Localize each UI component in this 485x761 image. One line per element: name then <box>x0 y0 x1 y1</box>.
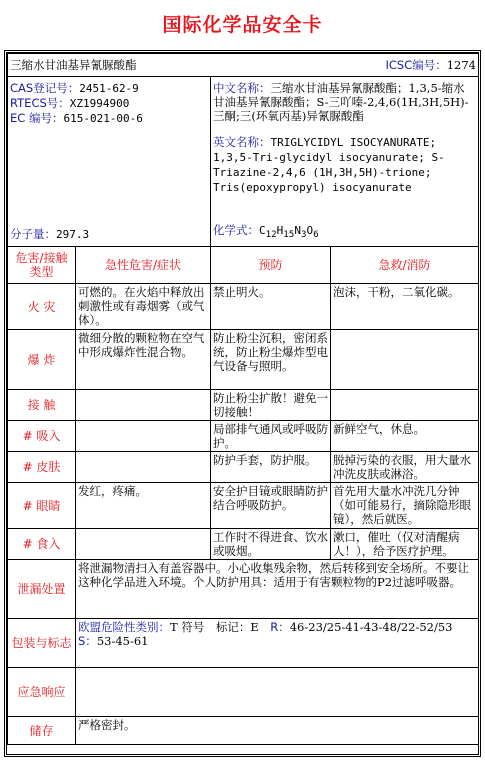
cas-line <box>10 81 208 96</box>
icsc-label: ICSC编号： <box>385 58 447 72</box>
storage-text: 严格密封。 <box>76 717 479 745</box>
storage-label: 储存 <box>8 717 76 745</box>
cn-name-block <box>213 81 476 123</box>
row-label: 爆 炸 <box>8 330 76 390</box>
row-label: # 吸入 <box>8 421 76 452</box>
hazard-row-explosion <box>8 330 479 390</box>
row-acute: 发红，疼痛。 <box>76 483 211 529</box>
cas-value: 2451-62-9 <box>79 82 139 95</box>
formula-o-count: 6 <box>313 229 319 240</box>
formula-c-count: 12 <box>265 229 277 240</box>
formula-n: N <box>294 223 301 237</box>
formula-o: O <box>306 223 314 237</box>
row-prevention: 局部排气通风或呼吸防护。 <box>211 421 331 452</box>
en-name-value: TRIGLYCIDYL ISOCYANURATE; 1,3,5-Tri-glycidyl isocyanurate; S-Triazine-2,4,6 (1H,3H,5H)-trione; Tris(epoxypropyl) isocyanurate <box>213 136 445 194</box>
row-first-aid: 首先用大量水冲洗几分钟（如可能易行，摘除隐形眼镜），然后就医。 <box>331 483 479 529</box>
row-prevention: 安全护目镜或眼睛防护结合呼吸防护。 <box>211 483 331 529</box>
cas-label: CAS登记号： <box>10 81 80 95</box>
hazard-type-header: 危害/接触类型 <box>8 247 76 284</box>
row-acute: 微细分散的颗粒物在空气中形成爆炸性混合物。 <box>76 330 211 390</box>
row-label: # 食入 <box>8 529 76 560</box>
hazard-row-ingestion <box>8 529 479 560</box>
row-label: 接 触 <box>8 390 76 421</box>
mw-label: 分子量： <box>10 227 56 241</box>
s-phrase-label: S： <box>78 634 97 648</box>
rtecs-label: RTECS号： <box>10 96 70 110</box>
formula-h: H <box>276 223 284 237</box>
hazard-row-eyes <box>8 483 479 529</box>
hazard-row-inhalation <box>8 421 479 452</box>
row-label: # 皮肤 <box>8 452 76 483</box>
icsc-cell <box>211 54 479 77</box>
card-table <box>7 53 479 745</box>
hazard-row-exposure <box>8 390 479 421</box>
en-name-block <box>213 135 476 195</box>
spill-row <box>8 560 479 619</box>
cn-name-label: 中文名称： <box>213 81 271 95</box>
cn-name-value: 三缩水甘油基异氰脲酸酯；1,3,5-缩水甘油基异氰脲酸酯；S-三吖嗪-2,4,6(1H,3H,5H)-三酮;三(环氧丙基)异氰脲酸酯 <box>213 81 469 123</box>
packaging-cell <box>76 619 479 668</box>
rtecs-value: XZ1994900 <box>69 97 130 110</box>
row-label: 火 灾 <box>8 284 76 330</box>
emergency-row <box>8 668 479 717</box>
formula-c: C <box>259 223 266 237</box>
formula <box>259 223 319 240</box>
row-prevention: 防止粉尘扩散！避免一切接触！ <box>211 390 331 421</box>
formula-label: 化学式： <box>213 222 259 237</box>
row-first-aid: 漱口，催吐（仅对清醒病人！），给予医疗护理。 <box>331 529 479 560</box>
row-prevention: 防护手套，防护服。 <box>211 452 331 483</box>
ec-line <box>10 111 208 126</box>
row-acute <box>76 421 211 452</box>
en-name-label: 英文名称： <box>213 135 271 149</box>
r-phrase-value: 46-23/25-41-43-48/22-52/53 <box>289 620 464 634</box>
storage-row <box>8 717 479 745</box>
packaging-label: 包装与标志 <box>8 619 76 668</box>
eu-class-label: 欧盟危险性类别： <box>78 620 170 634</box>
emergency-label: 应急响应 <box>8 668 76 717</box>
header-row <box>8 54 479 77</box>
packaging-row <box>8 619 479 668</box>
row-first-aid <box>331 330 479 390</box>
hazard-row-fire <box>8 284 479 330</box>
icsc-value: 1274 <box>446 58 477 72</box>
row-first-aid: 脱掉污染的衣服，用大量水冲洗皮肤或淋浴。 <box>331 452 479 483</box>
page-title: 国际化学品安全卡 <box>162 14 323 36</box>
acute-header: 急性危害/症状 <box>76 247 211 284</box>
spill-text: 将泄漏物清扫入有盖容器中。小心收集残余物，然后转移到安全场所。不要让这种化学品进入环境。个人防护用具：适用于有害颗粒物的P2过滤呼吸器。 <box>76 560 479 619</box>
s-phrase-value: 53-45-61 <box>96 634 149 648</box>
emergency-text <box>76 668 479 717</box>
spill-label: 泄漏处置 <box>8 560 76 619</box>
row-prevention: 防止粉尘沉积，密闭系统，防止粉尘爆炸型电气设备与照明。 <box>211 330 331 390</box>
formula-h-count: 15 <box>283 229 295 240</box>
row-acute <box>76 452 211 483</box>
row-first-aid: 泡沫，干粉，二氧化碳。 <box>331 284 479 330</box>
rtecs-line <box>10 96 208 111</box>
ec-value: 615-021-00-6 <box>63 112 143 125</box>
row-acute: 可燃的。在火焰中释放出刺激性或有毒烟雾（或气体）。 <box>76 284 211 330</box>
formula-line <box>213 223 319 242</box>
row-prevention: 禁止明火。 <box>211 284 331 330</box>
row-acute <box>76 529 211 560</box>
mw-value: 297.3 <box>56 228 90 241</box>
identification-row <box>8 77 479 247</box>
column-header-row <box>8 247 479 284</box>
safety-card <box>4 50 481 757</box>
chemical-name: 三缩水甘油基异氰脲酸酯 <box>10 58 137 72</box>
row-prevention: 工作时不得进食、饮水或吸烟。 <box>211 529 331 560</box>
row-first-aid <box>331 390 479 421</box>
hazard-row-skin <box>8 452 479 483</box>
ec-label: EC 编号： <box>10 111 64 125</box>
formula-n-count: 3 <box>300 229 307 240</box>
first-aid-header: 急救/消防 <box>331 247 479 284</box>
row-first-aid: 新鲜空气，休息。 <box>331 421 479 452</box>
identifiers-cell <box>8 77 211 247</box>
prevention-header: 预防 <box>211 247 331 284</box>
names-cell <box>211 77 479 247</box>
r-phrase-label: R： <box>270 620 290 634</box>
eu-class-value: T 符号 标记：E <box>170 620 271 634</box>
mw-line <box>10 227 89 242</box>
chemical-name-cell <box>8 54 211 77</box>
row-label: # 眼睛 <box>8 483 76 529</box>
row-acute <box>76 390 211 421</box>
